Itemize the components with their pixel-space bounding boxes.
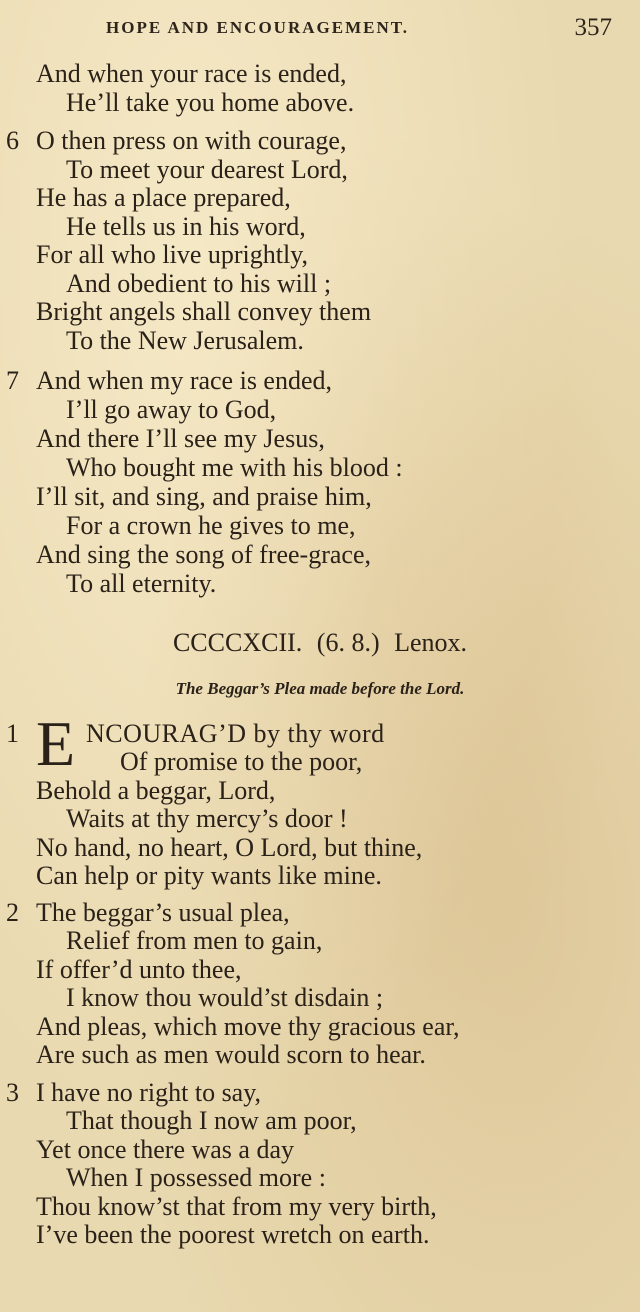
verse-line: For all who live uprightly, (36, 240, 309, 269)
hymn-meter: (6. 8.) (316, 628, 380, 657)
verse-line: When I possessed more : (66, 1163, 326, 1192)
verse-line: O then press on with courage, (36, 126, 347, 155)
verse-line: That though I now am poor, (66, 1106, 357, 1135)
verse-line: I know thou would’st disdain ; (66, 983, 384, 1012)
page-header (0, 14, 640, 44)
verse-line: He has a place prepared, (36, 183, 291, 212)
verse-line: Who bought me with his blood : (66, 453, 403, 482)
verse-line: Behold a beggar, Lord, (36, 776, 276, 805)
verse-number: 2 (6, 898, 19, 927)
verse-line: NCOURAG’D by thy word (86, 719, 385, 748)
verse-line: Waits at thy mercy’s door ! (66, 804, 348, 833)
verse-number: 6 (6, 126, 19, 155)
verse-line: And sing the song of free-grace, (36, 540, 371, 569)
verse-line: Yet once there was a day (36, 1135, 294, 1164)
verse-line: Are such as men would scorn to hear. (36, 1040, 426, 1069)
verse-line: To the New Jerusalem. (66, 326, 304, 355)
hymn-subtitle: The Beggar’s Plea made before the Lord. (175, 679, 465, 698)
verse-line: No hand, no heart, O Lord, but thine, (36, 833, 423, 862)
verse-line: I’ve been the poorest wretch on earth. (36, 1220, 430, 1249)
verse-number: 7 (6, 366, 19, 395)
running-title: HOPE AND ENCOURAGEMENT. (106, 18, 410, 37)
drop-cap: E (36, 708, 76, 779)
verse-line: To all eternity. (66, 569, 217, 598)
verse-line: He tells us in his word, (66, 212, 306, 241)
verse-line: And obedient to his will ; (66, 269, 332, 298)
verse-line: The beggar’s usual plea, (36, 898, 290, 927)
verse-line: For a crown he gives to me, (66, 511, 356, 540)
verse-line: I’ll go away to God, (66, 395, 277, 424)
verse-line: And when my race is ended, (36, 366, 333, 395)
hymn-number: CCCCXCII. (172, 628, 303, 657)
verse-number: 3 (6, 1078, 19, 1107)
verse-line: And when your race is ended, (36, 59, 347, 88)
verse-number: 1 (6, 719, 19, 748)
verse-line: I have no right to say, (36, 1078, 262, 1107)
verse-line: To meet your dearest Lord, (66, 155, 348, 184)
verse-line: Thou know’st that from my very birth, (36, 1192, 437, 1221)
hymn-title (0, 628, 640, 658)
verse-line: I’ll sit, and sing, and praise him, (36, 482, 372, 511)
verse-line: Can help or pity wants like mine. (36, 861, 382, 890)
verse-line: Relief from men to gain, (66, 926, 323, 955)
verse-line: If offer’d unto thee, (36, 955, 242, 984)
page-number: 357 (574, 14, 612, 41)
verse-line: Of promise to the poor, (120, 747, 363, 776)
verse-line: And pleas, which move thy gracious ear, (36, 1012, 460, 1041)
verse-line: He’ll take you home above. (66, 88, 355, 117)
verse-line: Bright angels shall convey them (36, 297, 372, 326)
hymn-tune: Lenox. (394, 628, 468, 657)
verse-line: And there I’ll see my Jesus, (36, 424, 325, 453)
